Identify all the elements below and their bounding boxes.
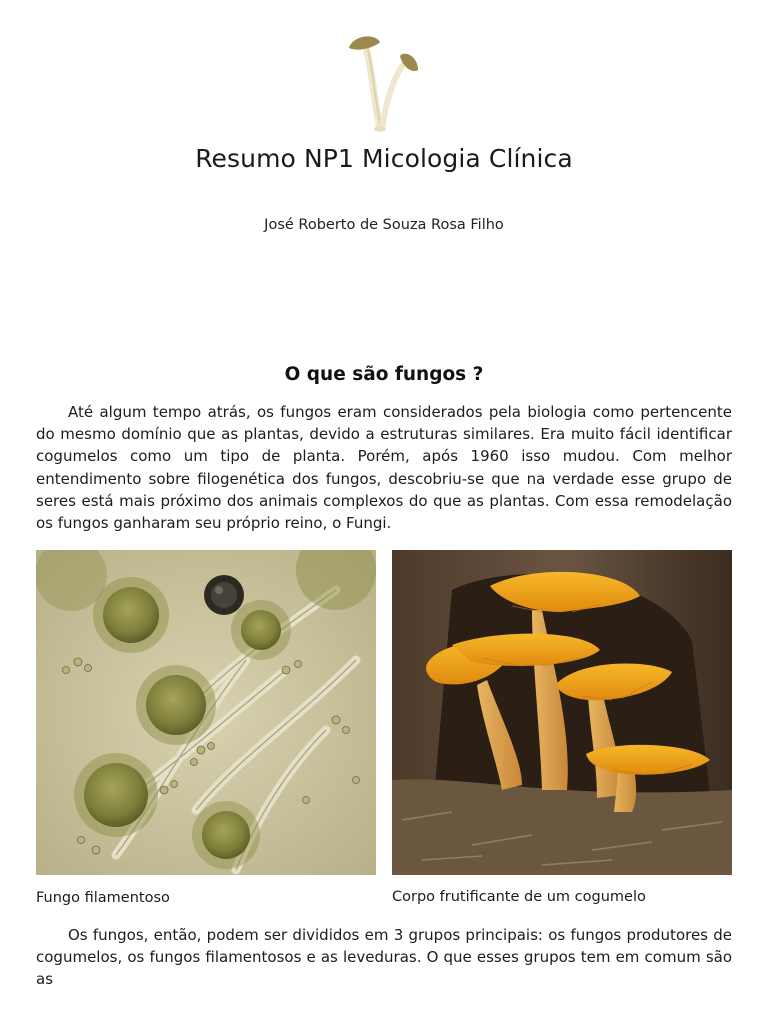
paragraph-intro: Até algum tempo atrás, os fungos eram considerados pela biologia como pertencente do mesmo domínio que as plantas, devido a estruturas similares. Era muito fácil identificar cogumelos como um tipo de planta. Porém, após 1960 isso mudou. Com melhor entendimento sobre filogenética dos fungos, descobriu-se que na verdade esse grupo de seres está mais próximo dos animais complexos do que as plantas. Com essa remodelação os fungos ganharam seu próprio reino, o Fungi. (36, 403, 732, 533)
section-heading: O que são fungos ? (284, 364, 484, 385)
filamentous-fungus-photo (36, 550, 376, 875)
sprout-mushroom-logo (344, 30, 424, 134)
figure-caption-mushroom: Corpo frutificante de um cogumelo (392, 889, 646, 905)
paragraph-groups: Os fungos, então, podem ser divididos em 3 grupos principais: os fungos produtores de cogumelos, os fungos filamentosos e as leveduras. O que esses grupos tem em comum são as (36, 926, 732, 989)
author-name: José Roberto de Souza Rosa Filho (264, 217, 504, 233)
mushroom-photo (392, 550, 732, 875)
figure-caption-filamentous: Fungo filamentoso (36, 890, 170, 906)
logo-cap-left (349, 36, 380, 49)
logo-stem-right (382, 66, 402, 128)
document-title: Resumo NP1 Micologia Clínica (195, 144, 573, 173)
